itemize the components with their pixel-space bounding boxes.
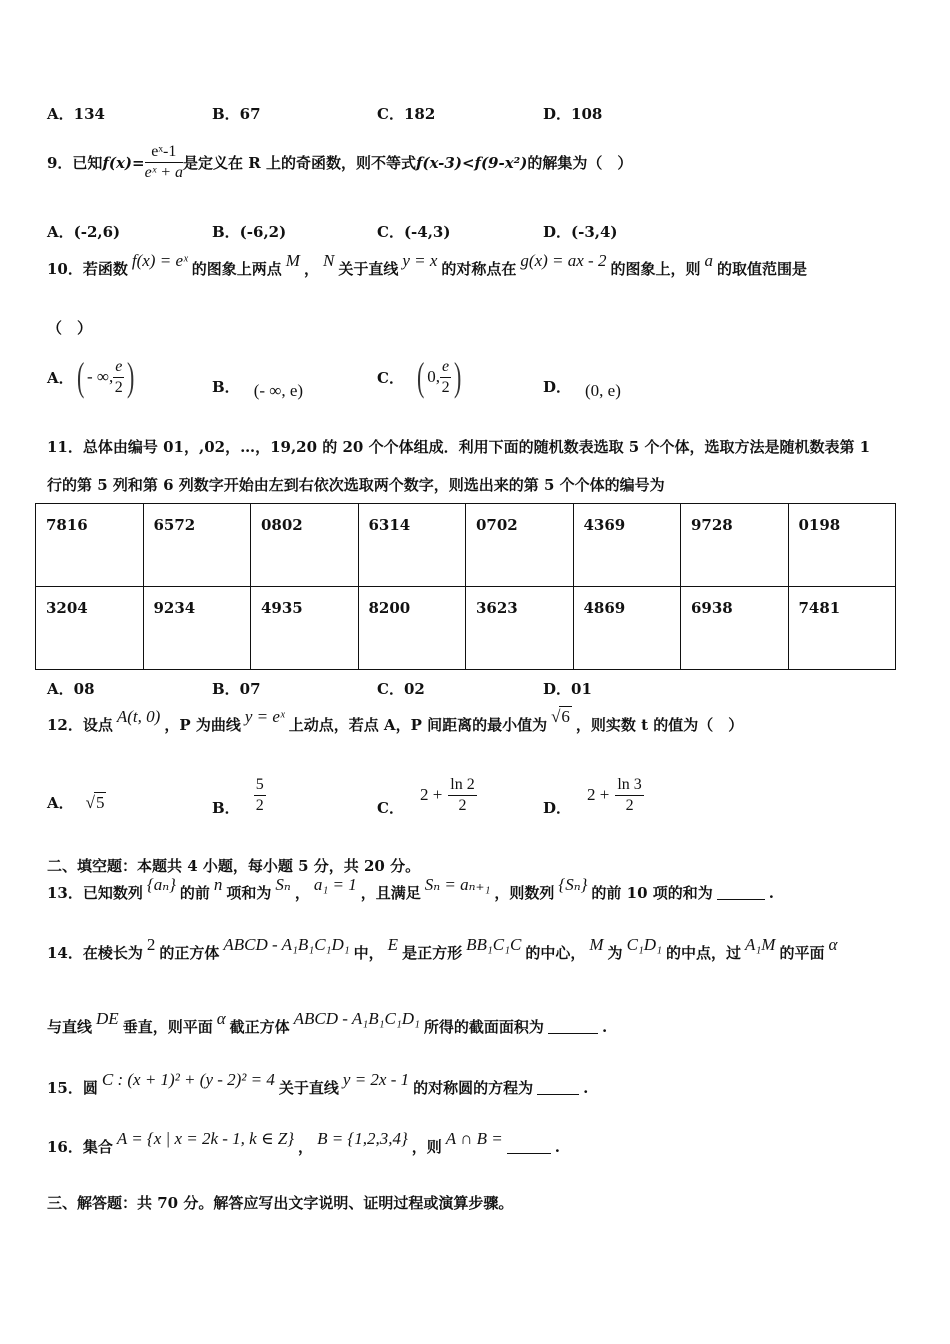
q14-cube2: ABCD - A₁B₁C₁D₁ bbox=[293, 1008, 420, 1028]
table-cell: 3204 bbox=[36, 587, 144, 670]
q9-fx: f(x)= bbox=[102, 153, 145, 172]
question-12 bbox=[47, 706, 744, 735]
q13-sn-seq: {Sₙ} bbox=[558, 874, 588, 894]
q14-l2p2: 垂直，则平面 bbox=[122, 1018, 213, 1036]
table-cell: 9234 bbox=[143, 587, 251, 670]
q9-numerator: eˣ-1 bbox=[145, 142, 183, 163]
q14-l2p1: 与直线 bbox=[47, 1018, 93, 1036]
q14-p8: 的平面 bbox=[779, 944, 825, 962]
q10-opt-c-frac bbox=[440, 357, 451, 398]
q12-opt-a-value: √5 bbox=[85, 793, 105, 812]
q13-p7: 的前 10 项的和为 bbox=[591, 884, 713, 902]
q8-option-b: B．67 bbox=[212, 105, 261, 123]
q12-point-a: A(t, 0) bbox=[116, 706, 161, 726]
q15-p2: 关于直线 bbox=[278, 1079, 339, 1097]
q9-option-d: D．(-3,4) bbox=[543, 223, 618, 241]
q15-line: y = 2x - 1 bbox=[342, 1069, 410, 1089]
q10-opt-a-left: - ∞, bbox=[86, 367, 114, 386]
q13-p4: ， bbox=[294, 884, 310, 902]
table-cell: 3623 bbox=[466, 587, 574, 670]
table-cell: 8200 bbox=[358, 587, 466, 670]
q11-option-c: C．02 bbox=[377, 680, 425, 698]
q12-p3: 上动点，若点 A，P 间距离的最小值为 bbox=[288, 716, 548, 734]
q14-p2: 的正方体 bbox=[159, 944, 220, 962]
q12-opt-b-den: 2 bbox=[255, 796, 264, 814]
q12-opt-c-pre: 2 + bbox=[419, 785, 443, 804]
q14-de: DE bbox=[96, 1008, 119, 1028]
q12-sqrt-value: 6 bbox=[561, 707, 570, 726]
q10-p6: 的取值范围是 bbox=[716, 260, 807, 278]
q14-l2p4: 所得的截面面积为 bbox=[423, 1018, 544, 1036]
q14-p3: 中， bbox=[353, 944, 384, 962]
q12-opt-b-label: B． bbox=[212, 798, 240, 817]
q10-m: M bbox=[285, 250, 300, 270]
q10-opt-a-label: A． bbox=[47, 368, 74, 387]
q13-sn2-text: Sₙ bbox=[565, 874, 581, 894]
q16-p2: ，则 bbox=[411, 1138, 442, 1156]
question-9 bbox=[47, 142, 632, 183]
table-row bbox=[36, 587, 896, 670]
table-cell: 6938 bbox=[681, 587, 789, 670]
q13-p2: 的前 bbox=[179, 884, 210, 902]
q15-p1: 15．圆 bbox=[47, 1079, 98, 1097]
q14-end: . bbox=[601, 1017, 608, 1036]
q8-option-c: C．182 bbox=[377, 105, 436, 123]
table-cell: 4369 bbox=[573, 504, 681, 587]
q10-g: g(x) = ax - 2 bbox=[520, 250, 607, 270]
q14-answer-blank[interactable] bbox=[548, 1019, 598, 1034]
left-paren-icon: ( bbox=[416, 354, 425, 399]
q13-p1: 13．已知数列 bbox=[47, 884, 143, 902]
q13-relation: Sₙ = aₙ₊₁ bbox=[424, 874, 491, 894]
q15-p3: 的对称圆的方程为 bbox=[413, 1079, 534, 1097]
table-cell: 0702 bbox=[466, 504, 574, 587]
q9-option-c: C．(-4,3) bbox=[377, 223, 451, 241]
q13-a1: a₁ = 1 bbox=[313, 874, 357, 894]
table-row bbox=[36, 504, 896, 587]
q12-p1: 12．设点 bbox=[47, 716, 113, 734]
q12-option-c bbox=[377, 770, 477, 820]
q14-p4: 是正方形 bbox=[402, 944, 463, 962]
q12-option-a bbox=[47, 792, 106, 813]
q12-p4: ，则实数 t 的值为（ ） bbox=[575, 716, 744, 734]
q12-opt-d-den: 2 bbox=[625, 796, 634, 814]
q13-n: n bbox=[213, 874, 223, 894]
q10-comma: ， bbox=[303, 260, 319, 278]
q13-an-text: aₙ bbox=[153, 874, 170, 894]
q10-opt-c-label: C． bbox=[377, 368, 404, 387]
q13-p5: ，且满足 bbox=[360, 884, 421, 902]
q14-p6: 为 bbox=[607, 944, 623, 962]
question-14-line2 bbox=[47, 1008, 608, 1037]
q14-am: A₁M bbox=[745, 934, 776, 954]
question-10 bbox=[47, 250, 807, 279]
q10-option-b bbox=[212, 376, 304, 400]
q12-option-b bbox=[212, 770, 266, 820]
q11-line2: 行的第 5 列和第 6 列数字开始由左到右依次选取两个数字，则选出来的第 5 个个体的编号为 bbox=[47, 476, 665, 494]
section-3-heading: 三、解答题：共 70 分。解答应写出文字说明、证明过程或演算步骤。 bbox=[47, 1194, 514, 1212]
table-cell: 6314 bbox=[358, 504, 466, 587]
q10-opt-d-value: (0, e) bbox=[585, 380, 621, 400]
section-2-heading: 二、填空题：本题共 4 小题，每小题 5 分，共 20 分。 bbox=[47, 857, 421, 875]
q12-sqrt6: √6 bbox=[551, 707, 570, 726]
q13-sn: Sₙ bbox=[275, 874, 291, 894]
q16-answer-blank[interactable] bbox=[507, 1139, 551, 1154]
q10-opt-b-label: B． bbox=[212, 378, 240, 396]
q10-f: f(x) = eˣ bbox=[131, 250, 188, 270]
question-14-line1 bbox=[47, 934, 838, 963]
q10-opt-b-value: (- ∞, e) bbox=[253, 380, 304, 400]
q10-a: a bbox=[704, 250, 713, 270]
q15-circle: C : (x + 1)² + (y - 2)² = 4 bbox=[101, 1069, 275, 1089]
question-15 bbox=[47, 1069, 589, 1098]
q12-opt-d-num: ln 3 bbox=[615, 775, 643, 796]
q9-option-a: A．(-2,6) bbox=[47, 223, 121, 241]
q12-opt-b-num: 5 bbox=[254, 775, 266, 796]
q10-opt-a-frac bbox=[113, 357, 124, 398]
table-cell: 4935 bbox=[251, 587, 359, 670]
q12-opt-d-frac bbox=[615, 775, 643, 816]
q10-p1: 10．若函数 bbox=[47, 260, 128, 278]
q10-opt-d-label: D． bbox=[543, 378, 572, 396]
question-16 bbox=[47, 1128, 560, 1157]
q11-option-b: B．07 bbox=[212, 680, 261, 698]
q10-opt-a-den: 2 bbox=[114, 378, 123, 396]
q11-option-d: D．01 bbox=[543, 680, 592, 698]
q16-end: . bbox=[554, 1137, 560, 1156]
q10-option-a bbox=[47, 352, 138, 402]
q10-line: y = x bbox=[402, 250, 438, 270]
q12-opt-c-label: C． bbox=[377, 798, 404, 817]
q14-l2p3: 截正方体 bbox=[229, 1018, 290, 1036]
q12-curve: y = eˣ bbox=[244, 706, 285, 726]
q14-cd: C₁D₁ bbox=[626, 934, 662, 954]
q11-line1: 11．总体由编号 01，,02，…，19,20 的 20 个个体组成．利用下面的随机数表选取 5 个个体，选取方法是随机数表第 1 bbox=[47, 438, 871, 456]
q14-p7: 的中点，过 bbox=[666, 944, 742, 962]
q16-set-b: B = {1,2,3,4} bbox=[317, 1128, 408, 1148]
q12-opt-d-label: D． bbox=[543, 798, 572, 817]
q16-set-a: A = {x | x = 2k - 1, k ∈ Z} bbox=[116, 1128, 295, 1148]
q14-alpha2: α bbox=[216, 1008, 226, 1028]
q13-answer-blank[interactable] bbox=[717, 885, 765, 900]
q14-face: BB₁C₁C bbox=[466, 934, 522, 954]
q13-p6: ，则数列 bbox=[494, 884, 555, 902]
q12-p2: ，P 为曲线 bbox=[164, 716, 241, 734]
q14-p5: 的中心， bbox=[525, 944, 586, 962]
q12-opt-b-frac bbox=[254, 775, 266, 816]
table-cell: 6572 bbox=[143, 504, 251, 587]
q10-paren: （ ） bbox=[47, 319, 93, 337]
q15-answer-blank[interactable] bbox=[537, 1080, 579, 1095]
q10-option-d bbox=[543, 376, 621, 400]
table-cell: 7481 bbox=[788, 587, 896, 670]
table-cell: 0198 bbox=[788, 504, 896, 587]
q10-n: N bbox=[322, 250, 335, 270]
q10-option-c bbox=[377, 352, 464, 402]
q10-p4: 的对称点在 bbox=[441, 260, 517, 278]
q10-opt-c-num: e bbox=[440, 357, 451, 378]
q12-opt-c-num: ln 2 bbox=[448, 775, 476, 796]
q13-end: . bbox=[768, 883, 774, 902]
table-cell: 0802 bbox=[251, 504, 359, 587]
q14-e: E bbox=[387, 934, 399, 954]
q10-p5: 的图象上，则 bbox=[610, 260, 701, 278]
q16-p1: 16．集合 bbox=[47, 1138, 113, 1156]
q10-opt-c-left: 0, bbox=[427, 367, 441, 386]
q15-end: . bbox=[583, 1078, 589, 1097]
q8-option-a: A．134 bbox=[47, 105, 105, 123]
q9-tail: 的解集为（ ） bbox=[527, 154, 633, 172]
q14-alpha: α bbox=[828, 934, 838, 954]
q14-p1: 14．在棱长为 bbox=[47, 944, 143, 962]
left-paren-icon: ( bbox=[76, 354, 84, 399]
table-cell: 7816 bbox=[36, 504, 144, 587]
q9-inequality: f(x-3)<f(9-x²) bbox=[415, 153, 528, 172]
right-paren-icon: ) bbox=[454, 354, 462, 399]
q14-m: M bbox=[589, 934, 604, 954]
q8-option-d: D．108 bbox=[543, 105, 603, 123]
right-paren-icon: ) bbox=[127, 354, 135, 399]
q10-opt-c-den: 2 bbox=[441, 378, 450, 396]
q12-opt-c-frac bbox=[448, 775, 476, 816]
q12-opt-a-label: A． bbox=[47, 794, 74, 812]
q16-comma: ， bbox=[298, 1138, 314, 1156]
q10-opt-a-num: e bbox=[113, 357, 124, 378]
q12-opt-d-pre: 2 + bbox=[587, 785, 610, 804]
q13-p3: 项和为 bbox=[226, 884, 272, 902]
q9-option-b: B．(-6,2) bbox=[212, 223, 287, 241]
q9-denominator: eˣ + a bbox=[144, 164, 184, 181]
q16-intersection: A ∩ B = bbox=[445, 1128, 503, 1148]
q12-option-d bbox=[543, 770, 644, 820]
q14-cube: ABCD - A₁B₁C₁D₁ bbox=[223, 934, 350, 954]
q9-fraction bbox=[145, 142, 183, 183]
table-cell: 9728 bbox=[681, 504, 789, 587]
q10-p2: 的图象上两点 bbox=[191, 260, 282, 278]
q12-opt-a-sqrt: 5 bbox=[95, 793, 105, 812]
q13-an: {aₙ} bbox=[146, 874, 176, 894]
q10-p3: 关于直线 bbox=[338, 260, 399, 278]
random-number-table bbox=[35, 503, 896, 670]
q14-two: 2 bbox=[146, 934, 156, 954]
q12-opt-c-den: 2 bbox=[458, 796, 467, 814]
question-13 bbox=[47, 874, 774, 903]
q11-option-a: A．08 bbox=[47, 680, 95, 698]
table-cell: 4869 bbox=[573, 587, 681, 670]
q9-prefix: 9．已知 bbox=[47, 154, 103, 172]
q9-mid: 是定义在 R 上的奇函数，则不等式 bbox=[183, 154, 416, 172]
